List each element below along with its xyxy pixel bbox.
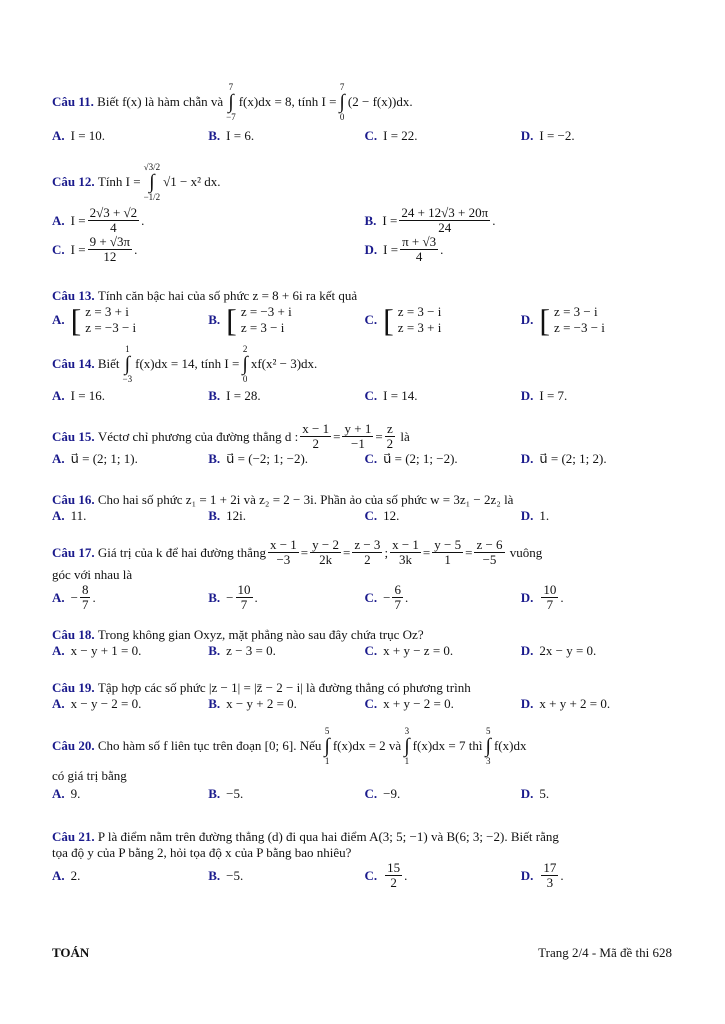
integral-body: √1 − x² dx. (163, 174, 221, 189)
option-d[interactable]: D. I = $\frac{\pi + √3}{4}$ . (364, 234, 444, 264)
option-b[interactable]: B. 12i. (208, 508, 247, 523)
option-c[interactable]: C. I = $\frac{9 + √3\pi}{12}$ . (52, 234, 138, 264)
option-b[interactable]: B. − $\frac{10}{7}$ . (208, 582, 258, 612)
question-label: Câu 21. (52, 829, 95, 844)
question-12 (52, 162, 677, 264)
option-b[interactable]: B. u⃗ = (−2; 1; −2). (208, 451, 309, 466)
option-b[interactable]: B. I = $\frac{24 + 12√3 + 20\pi}{24}$ . (364, 205, 496, 235)
option-d[interactable]: D. x + y + 2 = 0. (520, 696, 611, 711)
question-text: Véctơ chỉ phương của đường thẳng d : (97, 428, 299, 444)
question-text: Cho hàm số f liên tục trên đoạn [0; 6]. Nếu (97, 738, 322, 753)
option-c[interactable]: C. − $\frac{6}{7}$ . (364, 582, 409, 612)
integral-body: f(x)dx = 2 và (332, 738, 402, 753)
integral: 5 ∫ 3 (485, 726, 491, 766)
option-d[interactable]: D. 5. (520, 786, 550, 801)
question-20 (52, 726, 677, 802)
option-c[interactable]: C. x + y − z = 0. (364, 643, 454, 658)
question-label: Câu 14. (52, 356, 95, 371)
option-d[interactable]: D. 2x − y = 0. (520, 643, 597, 658)
option-d[interactable]: D. u⃗ = (2; 1; 2). (520, 451, 607, 466)
option-a[interactable]: A. I = 10. (52, 128, 106, 143)
fraction: $\frac{y + 1}{-1}$ (344, 421, 372, 451)
fraction: $\frac{z - 3}{2}$ (354, 537, 381, 567)
option-a[interactable]: A. 2. (52, 867, 81, 883)
question-18 (52, 627, 677, 659)
option-b[interactable]: B. I = 6. (208, 128, 255, 143)
question-16 (52, 492, 677, 524)
question-label: Câu 16. (52, 492, 95, 507)
option-c[interactable]: C. $\frac{15}{2}$ . (364, 860, 408, 890)
question-text: Biết f(x) là hàm chẵn và (97, 94, 224, 109)
option-d[interactable]: D. $\frac{10}{7}$ . (520, 582, 564, 612)
option-c[interactable]: C. I = 22. (364, 128, 418, 143)
fraction: $\frac{z - 6}{-5}$ (476, 537, 503, 567)
fraction: $\frac{x - 1}{3k}$ (392, 537, 419, 567)
question-label: Câu 15. (52, 428, 95, 444)
question-21 (52, 829, 677, 890)
question-text: Biết (97, 356, 120, 371)
question-11 (52, 82, 677, 144)
integral-body: f(x)dx = 7 thì (412, 738, 483, 753)
option-a[interactable]: A. x − y + 1 = 0. (52, 643, 142, 658)
question-19 (52, 680, 677, 712)
option-a[interactable]: A. I = 16. (52, 388, 106, 403)
fraction: $\frac{x - 1}{2}$ (302, 421, 330, 451)
option-a[interactable]: A. [ z = 3 + i z = −3 − i (52, 302, 137, 338)
integral: 5 ∫ 1 (324, 726, 330, 766)
question-text: Tính căn bậc hai của số phức z = 8 + 6i ra kết quả (97, 288, 358, 303)
question-label: Câu 18. (52, 627, 95, 642)
question-text: Cho hai số phức z₁ = 1 + 2i và z₂ = 2 − 3i. Phần ảo của số phức w = 3z₁ − 2z₂ là (97, 492, 514, 507)
question-text: Tập hợp các số phức |z − 1| = |z̄ − 2 − i| là đường thẳng có phương trình (97, 680, 471, 695)
integral-body: f(x)dx (493, 738, 527, 753)
footer-subject: TOÁN (52, 945, 90, 960)
page-footer (52, 945, 672, 961)
option-b[interactable]: B. z − 3 = 0. (208, 643, 276, 658)
question-text: là (400, 428, 410, 444)
question-text: vuông (509, 544, 543, 560)
question-13 (52, 288, 677, 336)
option-a[interactable]: A. x − y − 2 = 0. (52, 696, 142, 711)
question-15: Câu 15. Véctơ chỉ phương của đường thẳng d : $\frac{x - 1}{2}$ = $\frac{y + 1}{-1}$ = $\frac{z}{2}$ là A. u⃗ = (2; 1; 1). B. u⃗ = (−2; 1; −2). C. u⃗ = (2; 1; −2). D. u⃗ = (2; 1; 2). (52, 422, 677, 467)
integral: 7 ∫ 0 (339, 82, 345, 122)
integral-body: xf(x² − 3)dx. (250, 356, 318, 371)
question-text: Tính I = (97, 174, 141, 189)
fraction: $\frac{z}{2}$ (386, 421, 394, 451)
option-b[interactable]: B. −5. (208, 786, 244, 801)
question-label: Câu 19. (52, 680, 95, 695)
question-label: Câu 12. (52, 174, 95, 189)
option-d[interactable]: D. [ z = 3 − i z = −3 − i (520, 302, 605, 338)
option-d[interactable]: D. I = 7. (520, 388, 568, 403)
question-label: Câu 17. (52, 544, 95, 560)
fraction: $\frac{x - 1}{-3}$ (269, 537, 297, 567)
question-17: Câu 17. Giá trị của k để hai đường thẳng $\frac{x - 1}{-3}$ = $\frac{y - 2}{2k}$ = $\frac{z - 3}{2}$ ; $\frac{x - 1}{3k}$ = $\frac{y - 5}{1}$ = $\frac{z - 6}{-5}$ vuông góc với nhau là A. − $\frac{8}{7}$ . B. − $\frac{10}{7}$ . C. − $\frac{6}{7}$ . D. $\frac{10}{7}$ . (52, 538, 677, 612)
footer-page-info: Trang 2/4 - Mã đề thi 628 (538, 945, 672, 960)
fraction: $\frac{y - 5}{1}$ (434, 537, 462, 567)
question-label: Câu 11. (52, 94, 94, 109)
option-c[interactable]: C. x + y − 2 = 0. (364, 696, 454, 711)
integral: 2 ∫ 0 (242, 344, 248, 384)
integral: 1 ∫ −3 (122, 344, 133, 384)
question-label: Câu 13. (52, 288, 95, 303)
question-text: có giá trị bằng (52, 768, 127, 783)
fraction: $\frac{y - 2}{2k}$ (312, 537, 339, 567)
integral: 3 ∫ 1 (404, 726, 410, 766)
option-c[interactable]: C. [ z = 3 − i z = 3 + i (364, 302, 442, 338)
option-c[interactable]: C. −9. (364, 786, 401, 801)
option-a[interactable]: A. 11. (52, 508, 87, 523)
integral-body: f(x)dx = 14, tính I = (135, 356, 240, 371)
integral-body: (2 − f(x))dx. (347, 94, 413, 109)
option-c[interactable]: C. u⃗ = (2; 1; −2). (364, 451, 458, 466)
question-text: P là điểm nằm trên đường thẳng (d) đi qua hai điểm A(3; 5; −1) và B(6; 3; −2). Biết rằng (97, 829, 559, 844)
option-d[interactable]: D. I = −2. (520, 128, 575, 143)
option-c[interactable]: C. I = 14. (364, 388, 418, 403)
option-b[interactable]: B. [ z = −3 + i z = 3 − i (208, 302, 292, 338)
question-14 (52, 344, 677, 404)
option-a[interactable]: A. 9. (52, 786, 81, 801)
option-d[interactable]: D. 1. (520, 508, 550, 523)
option-a[interactable]: A. I = $\frac{2√3 + √2}{4}$ . (52, 205, 145, 235)
question-text: Giá trị của k để hai đường thẳng (97, 544, 266, 560)
integral: √3/2 ∫ −1/2 (143, 162, 161, 202)
option-b[interactable]: B. x − y + 2 = 0. (208, 696, 297, 711)
question-text: Trong không gian Oxyz, mặt phẳng nào sau đây chứa trục Oz? (97, 627, 424, 642)
option-c[interactable]: C. 12. (364, 508, 400, 523)
question-text: góc với nhau là (52, 567, 133, 582)
integral-body: f(x)dx = 8, tính I = (238, 94, 337, 109)
option-d[interactable]: D. $\frac{17}{3}$ . (520, 860, 564, 890)
option-b[interactable]: B. −5. (208, 867, 244, 883)
option-a[interactable]: A. u⃗ = (2; 1; 1). (52, 451, 138, 466)
question-label: Câu 20. (52, 738, 95, 753)
option-a[interactable]: A. − $\frac{8}{7}$ . (52, 582, 96, 612)
integral: 7 ∫ −7 (226, 82, 236, 122)
option-b[interactable]: B. I = 28. (208, 388, 261, 403)
question-text: tọa độ y của P bằng 2, hỏi tọa độ x của P bằng bao nhiêu? (52, 845, 352, 860)
